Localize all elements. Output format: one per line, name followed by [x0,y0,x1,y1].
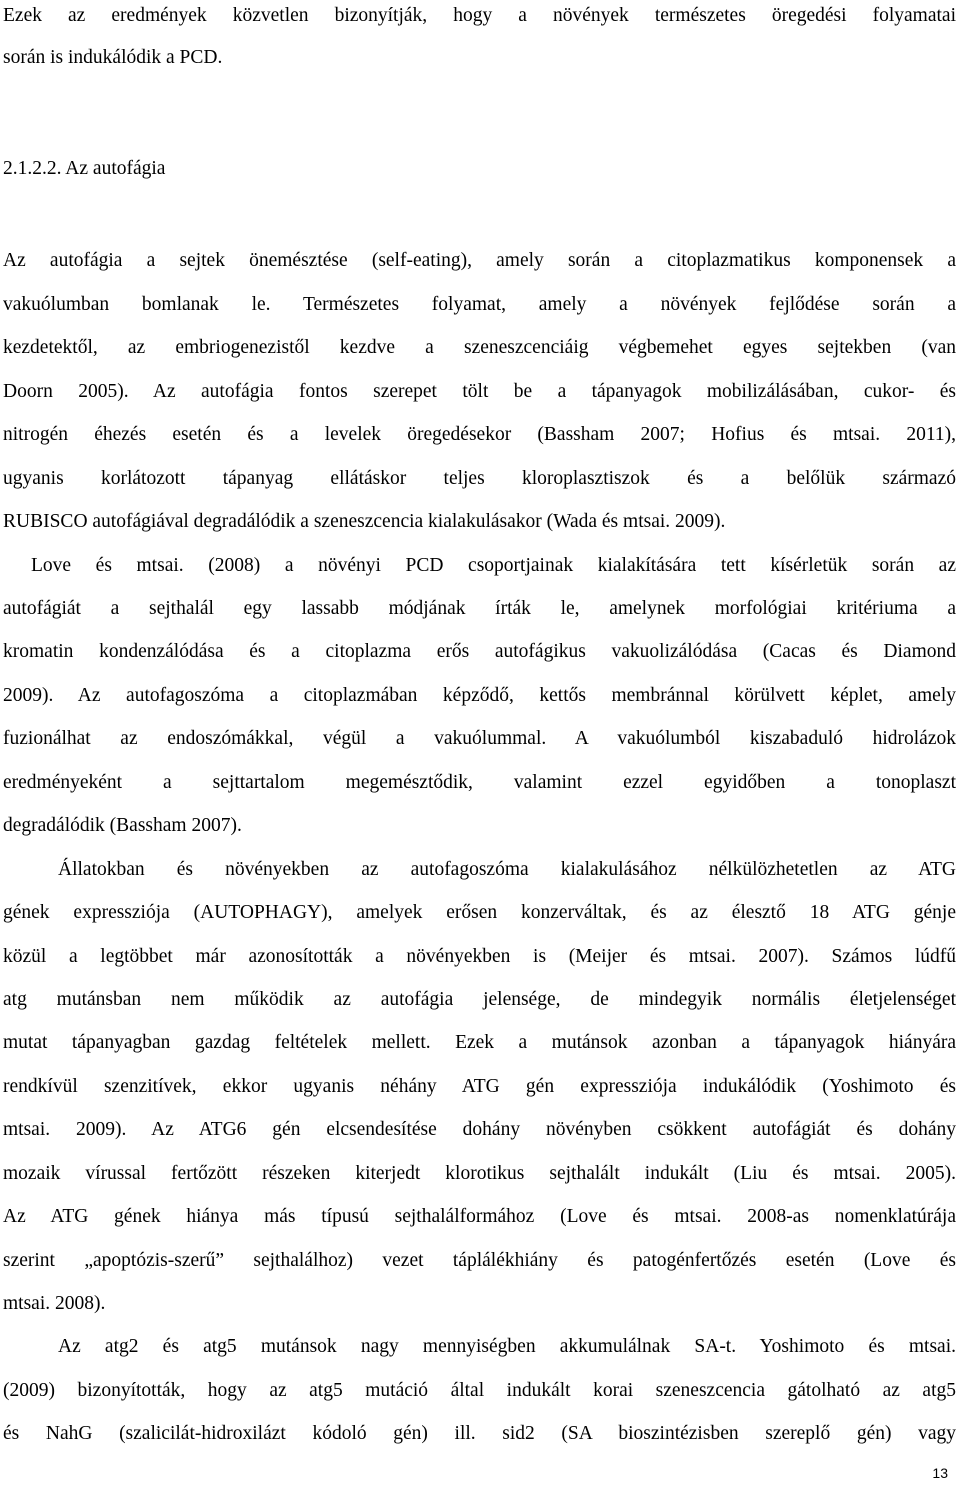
paragraph-line: mozaik vírussal fertőzött részeken kiterjedt klorotikus sejthalált indukált (Liu és mtsai. 2005). [3,1163,956,1184]
paragraph-line: mutat tápanyagban gazdag feltételek mellett. Ezek a mutánsok azonban a tápanyagok hiányára [3,1032,956,1053]
paragraph-line: (2009) bizonyították, hogy az atg5 mutáció által indukált korai szeneszcencia gátolható az atg5 [3,1380,956,1401]
paragraph-line: kromatin kondenzálódása és a citoplazma erős autofágikus vakuolizálódása (Cacas és Diamond [3,641,956,662]
paragraph-line: fuzionálhat az endoszómákkal, végül a vakuólummal. A vakuólumból kiszabaduló hidrolázok [3,728,956,749]
paragraph-line: rendkívül szenzitívek, ekkor ugyanis néhány ATG gén expressziója indukálódik (Yoshimoto és [3,1076,956,1097]
paragraph-line: ugyanis korlátozott tápanyag ellátáskor teljes kloroplasztiszok és a belőlük származó [3,468,956,489]
paragraph-line: szerint „apoptózis-szerű” sejthalálhoz) vezet táplálékhiány és patogénfertőzés esetén (Love és [3,1250,956,1271]
paragraph-line: eredményeként a sejttartalom megemésztődik, valamint ezzel egyidőben a tonoplaszt [3,772,956,793]
paragraph-line: Állatokban és növényekben az autofagoszóma kialakulásához nélkülözhetetlen az ATG [58,859,956,880]
paragraph-line: autofágiát a sejthalál egy lassabb módjának írták le, amelynek morfológiai kritériuma a [3,598,956,619]
page-number: 13 [932,1465,948,1481]
intro-line: során is indukálódik a PCD. [3,47,223,68]
paragraph-line: mtsai. 2008). [3,1293,106,1314]
paragraph-line: Az autofágia a sejtek önemésztése (self-eating), amely során a citoplazmatikus komponensek a [3,250,956,271]
paragraph-line: degradálódik (Bassham 2007). [3,815,242,836]
paragraph-line: Az atg2 és atg5 mutánsok nagy mennyiségben akkumulálnak SA-t. Yoshimoto és mtsai. [58,1336,956,1357]
paragraph-line: atg mutánsban nem működik az autofágia jelensége, de mindegyik normális életjelenséget [3,989,956,1010]
paragraph-line: nitrogén éhezés esetén és a levelek öregedésekor (Bassham 2007; Hofius és mtsai. 2011), [3,424,956,445]
section-heading: 2.1.2.2. Az autofágia [3,158,166,179]
intro-line: Ezek az eredmények közvetlen bizonyítják, hogy a növények természetes öregedési folyamatai [3,5,956,26]
paragraph-line: vakuólumban bomlanak le. Természetes folyamat, amely a növények fejlődése során a [3,294,956,315]
paragraph-line: gének expressziója (AUTOPHAGY), amelyek erősen konzerváltak, és az élesztő 18 ATG génje [3,902,956,923]
paragraph-line: 2009). Az autofagoszóma a citoplazmában képződő, kettős membránnal körülvett képlet, amely [3,685,956,706]
paragraph-line: kezdetektől, az embriogenezistől kezdve a szeneszcenciáig végbemehet egyes sejtekben (van [3,337,956,358]
paragraph-line: Love és mtsai. (2008) a növényi PCD csoportjainak kialakítására tett kísérletük során az [31,555,956,576]
paragraph-line: Doorn 2005). Az autofágia fontos szerepet tölt be a tápanyagok mobilizálásában, cukor- és [3,381,956,402]
paragraph-line: RUBISCO autofágiával degradálódik a szeneszcencia kialakulásakor (Wada és mtsai. 2009). [3,511,726,532]
paragraph-line: és NahG (szalicilát-hidroxilázt kódoló gén) ill. sid2 (SA bioszintézisben szereplő gén) vagy [3,1423,956,1444]
paragraph-line: mtsai. 2009). Az ATG6 gén elcsendesítése dohány növényben csökkent autofágiát és dohány [3,1119,956,1140]
paragraph-line: Az ATG gének hiánya más típusú sejthalálformához (Love és mtsai. 2008-as nomenklatúrája [3,1206,956,1227]
paragraph-line: közül a legtöbbet már azonosították a növényekben is (Meijer és mtsai. 2007). Számos lúdfű [3,946,956,967]
